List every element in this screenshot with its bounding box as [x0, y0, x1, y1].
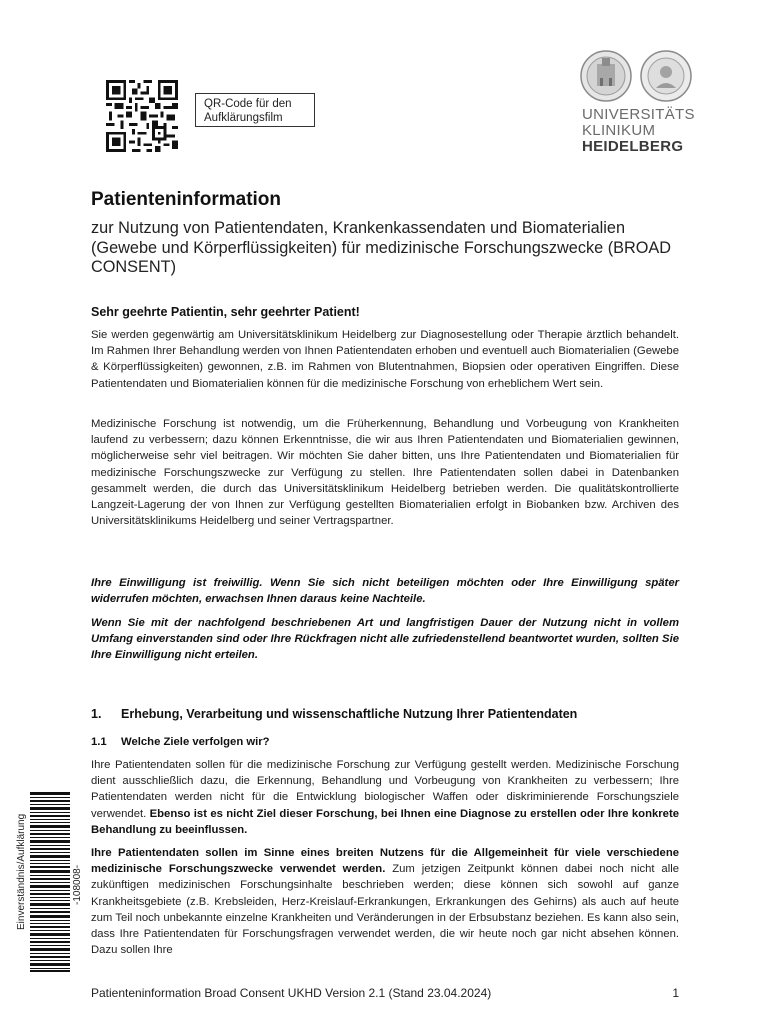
section-title: Erhebung, Verarbeitung und wissenschaftliche Nutzung Ihrer Patientendaten — [121, 707, 578, 721]
university-seal-icon — [580, 48, 694, 104]
consent-notice: Wenn Sie mit der nachfolgend beschriebenen Art und langfristigen Dauer der Nutzung nicht in vollem Umfang einverstanden sind oder Ihre Rückfragen nicht alle zufriedenstellend beantwortet wurden, sollten Sie Ihre Einwilligung nicht erteilen. — [91, 617, 679, 662]
intro-paragraph: Sie werden gegenwärtig am Universitätsklinikum Heidelberg zur Diagnosestellung oder Therapie ärztlich behandelt. Im Rahmen Ihrer Behandlung werden von Ihnen Patientendaten erhoben und eventuell auch Biomaterialien (Gewebe & Körperflüssigkeiten) gewonnen, z.B. im Rahmen von Blutentnahmen, Biopsien oder operativen Eingriffen. Diese Patientendaten und Biomaterialien können für die medizinische Forschung von erheblichem Wert sein. — [91, 329, 679, 390]
broad-use-bold-text: Ihre Patientendaten sollen im Sinne eines breiten Nutzens für die Allgemeinheit für viele verschiedene medizinische Forschungszwecke verwendet werden. — [91, 847, 679, 876]
section-number: 1. — [91, 707, 102, 721]
page-number: 1 — [672, 986, 679, 1000]
document-subtitle: zur Nutzung von Patientendaten, Krankenkassendaten und Biomaterialien (Gewebe und Körperflüssigkeiten) für medizinische Forschungszwecke (BROAD CONSENT) — [91, 219, 672, 276]
broad-use-text: Zum jetzigen Zeitpunkt können dabei noch nicht alle zukünftigen medizinischen Forschungsinhalte beschrieben werden; diese können sich sowohl auf ganze Krankheitsgebiete (z.B. Krebsleiden, Herz-Kreislauf-Erkrankungen, Erkrankungen des Gehirns) als auch auf heute zum Teil noch unbekannte einzelne Krankheiten und Veränderungen in der Erbsubstanz beziehen. Es kann also sein, dass Ihre Patientendaten für Forschungsfragen verwendet werden, die wir heute noch gar nicht absehen können. Dazu sollen Ihre — [91, 863, 680, 957]
barcode-image — [30, 792, 70, 972]
salutation: Sehr geehrte Patientin, sehr geehrter Patient! — [91, 305, 360, 319]
logo-line-universitaets: UNIVERSITÄTS — [582, 106, 695, 123]
qr-caption-line2: Aufklärungsfilm — [204, 112, 283, 124]
barcode-code-label: -108008- — [72, 864, 83, 905]
goals-text: Ihre Patientendaten sollen für die medizinische Forschung zur Verfügung gestellt werden. Medizinische Forschung dient ausschließlich dazu, die Erkennung, Behandlung und Vorbeugung von Krankheiten zu verbessern; Ihre Patientendaten werden nicht für die Entwicklung biologischer Waffen oder diskriminierende Forschungsziele verwendet. — [91, 759, 679, 820]
qr-caption-line1: QR-Code für den — [204, 98, 292, 110]
document-title: Patienteninformation — [91, 189, 282, 210]
footer-version-text: Patienteninformation Broad Consent UKHD Version 2.1 (Stand 23.04.2024) — [91, 986, 492, 1000]
subsection-number: 1.1 — [91, 736, 107, 748]
broad-use-paragraph — [91, 845, 679, 958]
research-paragraph: Medizinische Forschung ist notwendig, um die Früherkennung, Behandlung und Vorbeugung von Krankheiten laufend zu verbessern; dazu können Erkenntnisse, die wir aus Ihren Patientendaten und Biomaterialien gewinnen, möglicherweise sehr viel beitragen. Wir möchten Sie daher bitten, uns Ihre Patientendaten und Biomaterialien für medizinische Forschungszwecke zur Verfügung zu stellen. Ihre Patientendaten sollen dabei in Datenbanken gesammelt werden, die durch das Universitätsklinikum Heidelberg betrieben werden. Die qualitätskontrollierte Langzeit-Lagerung der von Ihnen zur Verfügung gestellten Biomaterialien erfolgt in Biobanken bzw. Archiven des Universitätsklinikums Heidelberg und seiner Vertragspartner. — [91, 418, 679, 528]
section-heading-1 — [91, 707, 577, 721]
qr-code-caption — [195, 93, 315, 127]
goals-paragraph — [91, 757, 679, 838]
logo-line-klinikum: KLINIKUM — [582, 122, 656, 139]
page-footer — [91, 986, 679, 1000]
subsection-heading-1-1 — [91, 736, 270, 748]
logo-line-heidelberg: HEIDELBERG — [582, 138, 684, 155]
subsection-title: Welche Ziele verfolgen wir? — [121, 736, 270, 748]
consent-vertical-label: Einverständnis/Aufklärung — [16, 813, 27, 930]
qr-code-image — [106, 80, 178, 152]
university-logo-wordmark — [582, 107, 712, 155]
voluntary-notice: Ihre Einwilligung ist freiwillig. Wenn Sie sich nicht beteiligen möchten oder Ihre Einwilligung später widerrufen möchten, erwachsen Ihnen daraus keine Nachteile. — [91, 577, 679, 606]
goals-bold-text: Ebenso ist es nicht Ziel dieser Forschung, bei Ihnen eine Diagnose zu erstellen oder Ihre konkrete Behandlung zu beeinflussen. — [91, 807, 679, 836]
